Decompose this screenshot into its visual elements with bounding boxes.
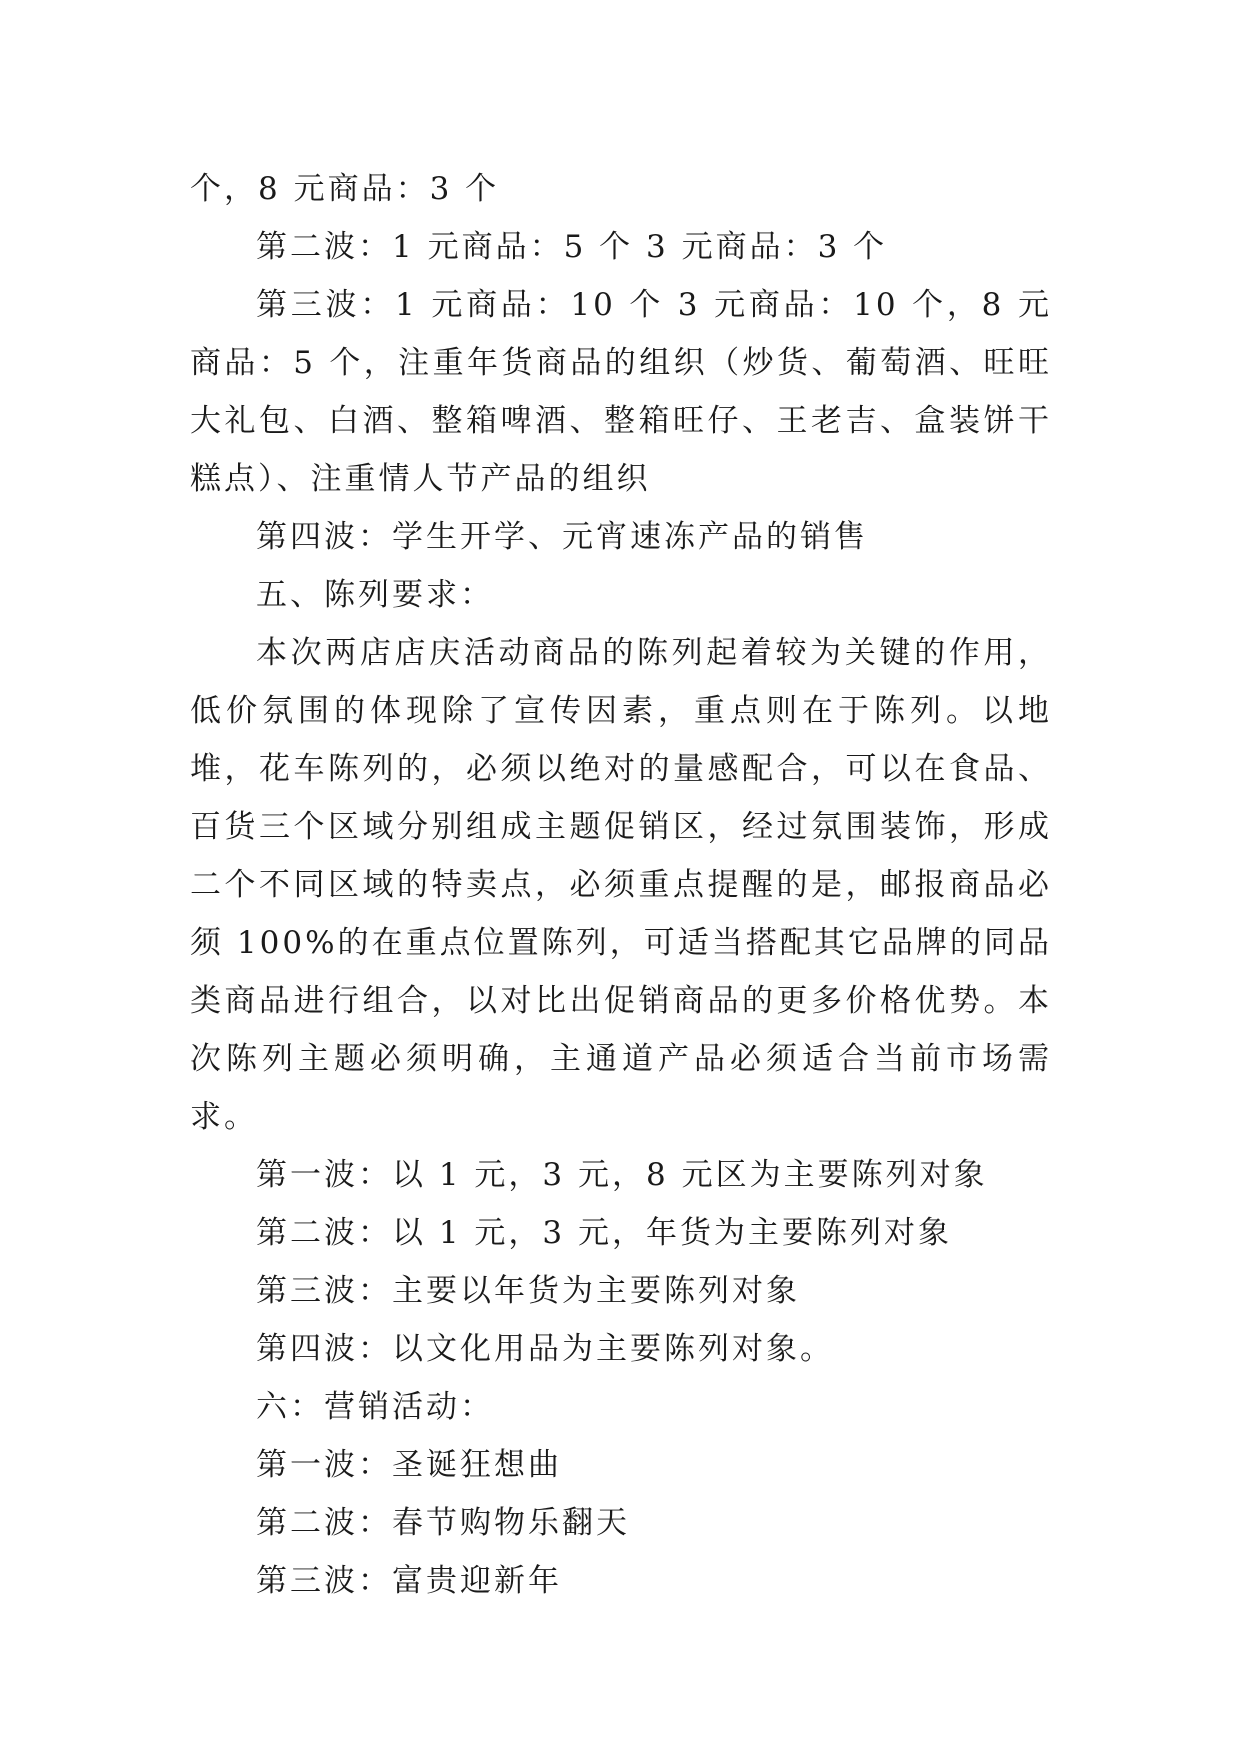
- paragraph: 第三波：1 元商品：10 个 3 元商品：10 个，8 元商品：5 个，注重年货商品的组织（炒货、葡萄酒、旺旺大礼包、白酒、整箱啤酒、整箱旺仔、王老吉、盒装饼干糕点）、注重情人节产品的组织: [190, 287, 1052, 497]
- paragraph: 第二波：以 1 元，3 元，年货为主要陈列对象: [256, 1215, 953, 1251]
- section-heading: 五、陈列要求：: [256, 577, 494, 613]
- paragraph: 第一波：圣诞狂想曲: [256, 1447, 562, 1483]
- section-heading: 六：营销活动：: [256, 1389, 494, 1425]
- paragraph: 第四波：学生开学、元宵速冻产品的销售: [256, 519, 868, 555]
- paragraph: 第三波：富贵迎新年: [256, 1563, 562, 1599]
- paragraph: 第一波：以 1 元，3 元，8 元区为主要陈列对象: [256, 1157, 988, 1193]
- paragraph: 第二波：春节购物乐翻天: [256, 1505, 630, 1541]
- paragraph: 第四波：以文化用品为主要陈列对象。: [256, 1331, 834, 1367]
- paragraph: 第三波：主要以年货为主要陈列对象: [256, 1273, 800, 1309]
- paragraph: 第二波：1 元商品：5 个 3 元商品：3 个: [256, 229, 888, 265]
- paragraph: 个，8 元商品：3 个: [190, 171, 500, 207]
- paragraph: 本次两店店庆活动商品的陈列起着较为关键的作用，低价氛围的体现除了宣传因素，重点则在于陈列。以地堆，花车陈列的，必须以绝对的量感配合，可以在食品、百货三个区域分别组成主题促销区，经过氛围装饰，形成二个不同区域的特卖点，必须重点提醒的是，邮报商品必须 100%的在重点位置陈列，可适当搭配其它品牌的同品类商品进行组合，以对比出促销商品的更多价格优势。本次陈列主题必须明确，主通道产品必须适合当前市场需求。: [190, 635, 1052, 1135]
- document-body: [190, 160, 1052, 1610]
